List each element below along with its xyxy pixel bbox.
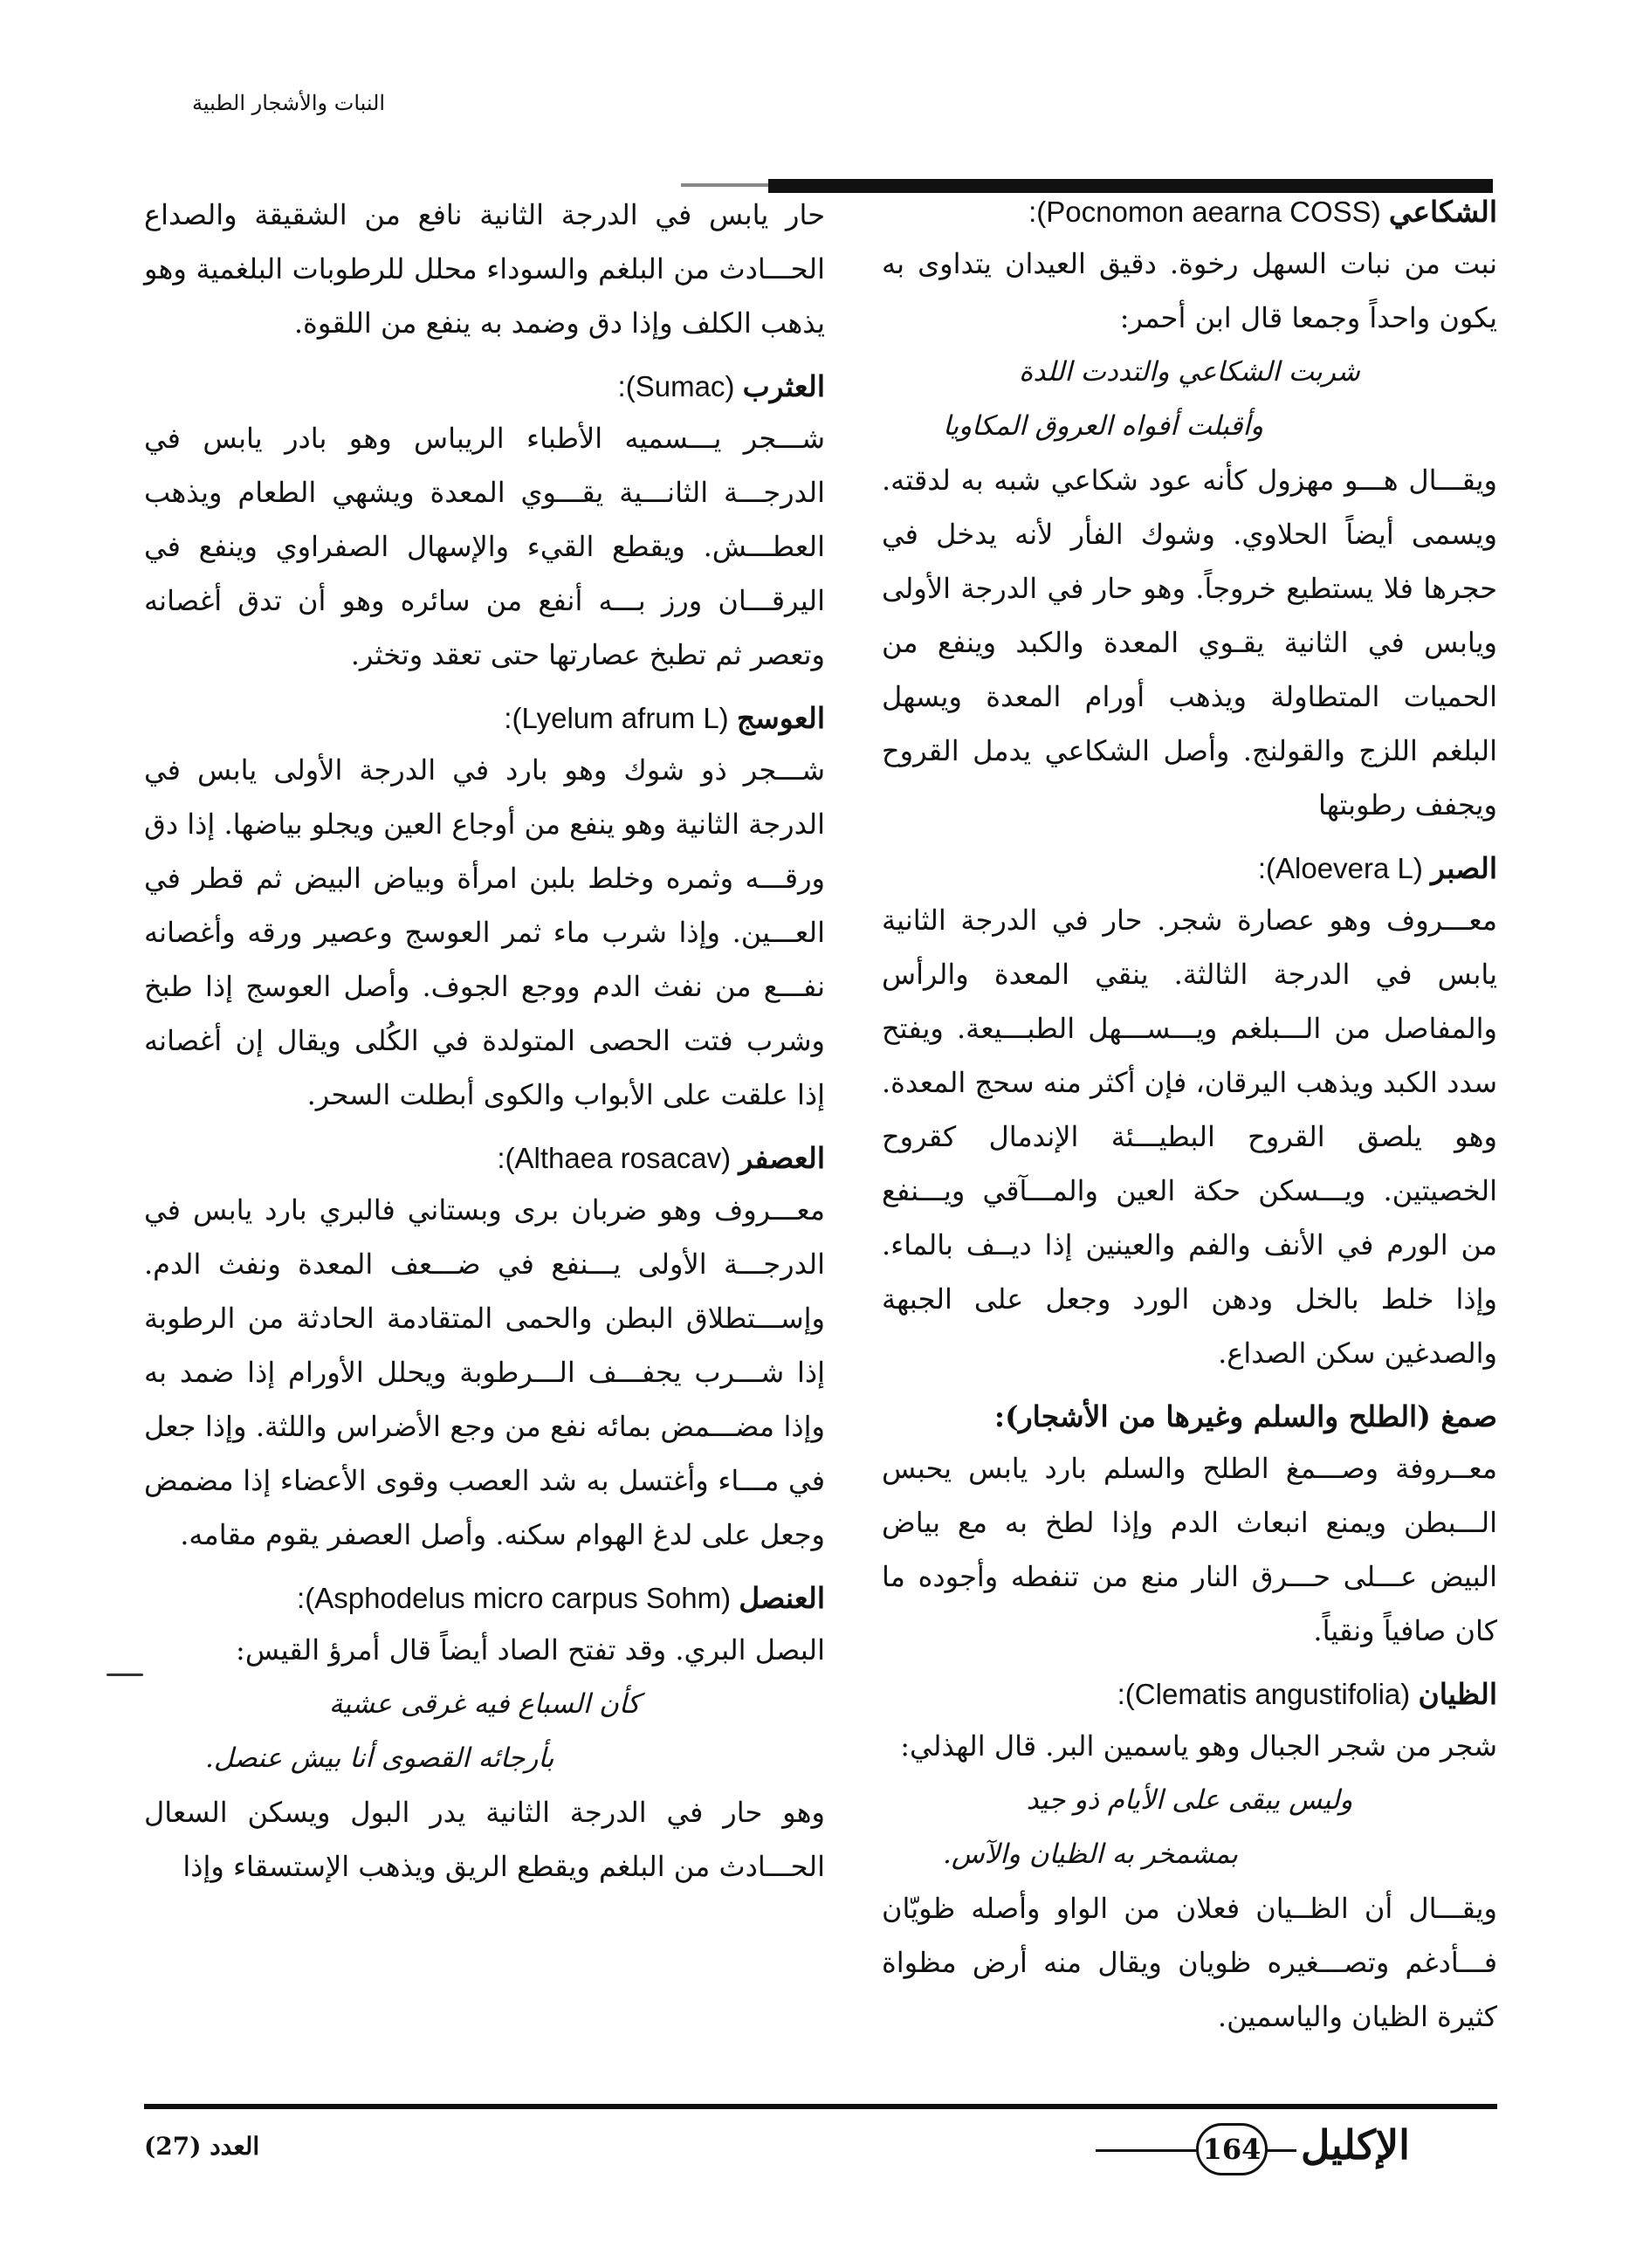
entry-samgh (882, 1392, 1497, 1658)
verse-line: بأرجائه القصوى أنا بيش عنصل. (205, 1742, 554, 1774)
entry-name-arabic: العثرب (742, 369, 825, 403)
entry-text: شجر من شجر الجبال وهو ياسمين البر. قال الهذلي: (900, 1729, 1497, 1763)
entry-text: ويقـــال أن الظــيان فعلان من الواو وأصله ظويّان فـــأدغم وتصـــغيره ظويان ويقال منه أرض مظواة كثيرة الظيان والياسمين. (882, 1892, 1497, 2033)
entry-text: معـــروف وهو عصارة شجر. حار في الدرجة الثانية يابس في الدرجة الثالثة. ينقي المعدة والرأس والمفاصل من الـــبلغم ويـــســـهل الطبـــيعة. ويفتح سدد الكبد ويذهب اليرقان، فإن أكثر منه سحج المعدة. وهو يلصق القروح البطيـــئة الإندمال كقروح الخصيتين. ويـــسكن حكة العين والمـــآقي ويـــنفع من الورم في الأنف والفم والعينين إذا ديــف بالماء. وإذا خلط بالخل ودهن الورد وجعل على الجبهة والصدغين سكن الصداع. (882, 904, 1497, 1370)
entry-ziyan (882, 1670, 1497, 2044)
entry-heading (882, 844, 1497, 893)
entry-name-arabic: الظيان (1418, 1677, 1497, 1711)
entry-name-arabic: العنصل (739, 1581, 825, 1615)
bottom-rule (144, 2104, 1497, 2109)
entry-name-latin: (Asphodelus micro carpus Sohm): (297, 1582, 739, 1614)
margin-mark (107, 1674, 143, 1676)
entry-text: ويقـــال هـــو مهزول كأنه عود شكاعي شبه به لدقته. ويسمى أيضاً الحلاوي. وشوك الفأر لأنه يدخل في حجرها فلا يستطيع خروجاً. وهو حار في الدرجة الأولى ويابس في الثانية يقـوي المعدة والكبد وينفع من الحميات المتطاولة ويذهب أورام المعدة ويسهل البلغم اللزج والقولنج. وأصل الشكاعي يدمل القروح ويجفف رطوبتها (882, 464, 1497, 821)
top-rule-fade (681, 183, 777, 187)
entry-name-latin: (Althaea rosacav): (497, 1142, 739, 1174)
entry-heading (144, 694, 825, 743)
verse-line: وليس يبقى على الأيام ذو جيد (1026, 1784, 1353, 1816)
entry-text: شـــجر ذو شوك وهو بارد في الدرجة الأولى يابس في الدرجة الثانية وهو ينفع من أوجاع العين ويجلو بياضها. إذا دق ورقـــه وثمره وخلط بلبن امرأة وبياض البيض ثم قطر في العـــين. وإذا شرب ماء ثمر العوسج وعصير ورقه وأغصانه نفـــع من نفث الدم ووجع الجوف. وأصل العوسج إذا طبخ وشرب فتت الحصى المتولدة في الكُلى ويقال إن أغصانه إذا علقت على الأبواب والكوى أبطلت السحر. (144, 753, 825, 1111)
entry-text: نبت من نبات السهل رخوة. دقيق العيدان يتداوى به يكون واحداً وجمعا قال ابن أحمر: (882, 247, 1497, 334)
issue-number: العدد (27) (144, 2132, 260, 2161)
entry-text: شـــجر يـــسميه الأطباء الريباس وهو بادر يابس في الدرجـــة الثانـــية يقـــوي المعدة ويشهي الطعام ويذهب العطـــش. ويقطع القيء والإسهال الصفراوي وينفع في اليرقـــان ورز بـــه أنفع من سائره وهو أن تدق أغصانه وتعصر ثم تطبخ عصارتها حتى تعقد وتخثر. (144, 422, 825, 671)
verse-line: شربت الشكاعي والتددت اللدة (1019, 356, 1360, 388)
entry-name-latin: (Aloevera L): (1257, 852, 1431, 884)
entry-name-arabic: الصبر (1430, 851, 1497, 885)
entry-name-latin: (Lyelum afrum L): (504, 702, 737, 734)
entry-name-arabic: صمغ (الطلح والسلم وغيرها من الأشجار): (993, 1399, 1497, 1433)
running-head: النبات والأشجار الطبية (192, 91, 386, 115)
entry-athrab (144, 362, 825, 682)
entry-usfur (144, 1134, 825, 1562)
magazine-logo: الإكليل (1301, 2121, 1410, 2168)
entry-name-arabic: الشكاعي (1388, 195, 1497, 229)
page-number: 164 (1196, 2123, 1268, 2175)
entry-name-latin: (Pocnomon aearna COSS): (1028, 196, 1389, 228)
entry-text: معـــروف وهو ضربان برى وبستاني فالبري بارد يابس في الدرجـــة الأولى يـــنفع في ضـــعف المعدة ونفث الدم. وإســـتطلاق البطن والحمى المتقادمة الحادثة من الرطوبة إذا شـــرب يجفـــف الـــرطوبة ويحلل الأورام إذا ضمد به وإذا مضـــمض بمائه نفع من وجع الأضراس واللثة. وإذا جعل في مـــاء وأغتسل به شد العصب وقوى الأعضاء إذا مضمض وجعل على لدغ الهوام سكنه. وأصل العصفر يقوم مقامه. (144, 1193, 826, 1551)
entry-text: وهو حار في الدرجة الثانية يدر البول ويسكن السعال الحـــادث من البلغم ويقطع الريق ويذهب الإستسقاء وإذا (144, 1796, 825, 1883)
entry-heading (144, 1574, 825, 1623)
entry-awsaj (144, 694, 825, 1122)
entry-heading (144, 362, 825, 411)
entry-sabr (882, 844, 1497, 1380)
entry-text: معــروفة وصـــمغ الطلح والسلم بارد يابس يحبس الـــبطن ويمنع انبعاث الدم وإذا لطخ به مع بياض البيض عـــلى حـــرق النار منع من تنفطه وأجوده ما كان صافياً ونقياً. (882, 1452, 1497, 1647)
entry-name-arabic: العصفر (739, 1141, 825, 1175)
entry-name-arabic: العوسج (736, 701, 825, 735)
entry-heading (144, 1134, 825, 1183)
verse-line: كأن السباع فيه غرقى عشية (328, 1688, 641, 1720)
left-column (144, 188, 825, 1906)
entry-text: البصل البري. وقد تفتح الصاد أيضاً قال أمرؤ القيس: (236, 1633, 825, 1667)
entry-name-latin: (Sumac): (617, 370, 743, 402)
verse-line: وأقبلت أفواه العروق المكاويا (943, 410, 1264, 442)
entry-heading (882, 1670, 1497, 1719)
entry-name-latin: (Clematis angustifolia): (1117, 1678, 1419, 1710)
entry-unsul (144, 1574, 825, 1893)
entry-heading (882, 1392, 1497, 1441)
right-column (882, 188, 1497, 2056)
verse-line: بمشمخر به الظيان والآس. (943, 1838, 1239, 1870)
entry-shakai (882, 188, 1497, 832)
entry-continued (144, 188, 825, 350)
entry-heading (882, 188, 1497, 237)
entry-text: حار يابس في الدرجة الثانية نافع من الشقيقة والصداع الحـــادث من البلغم والسوداء محلل للرطوبات البلغمية وهو يذهب الكلف وإذا دق وضمد به ينفع من اللقوة. (144, 198, 825, 340)
